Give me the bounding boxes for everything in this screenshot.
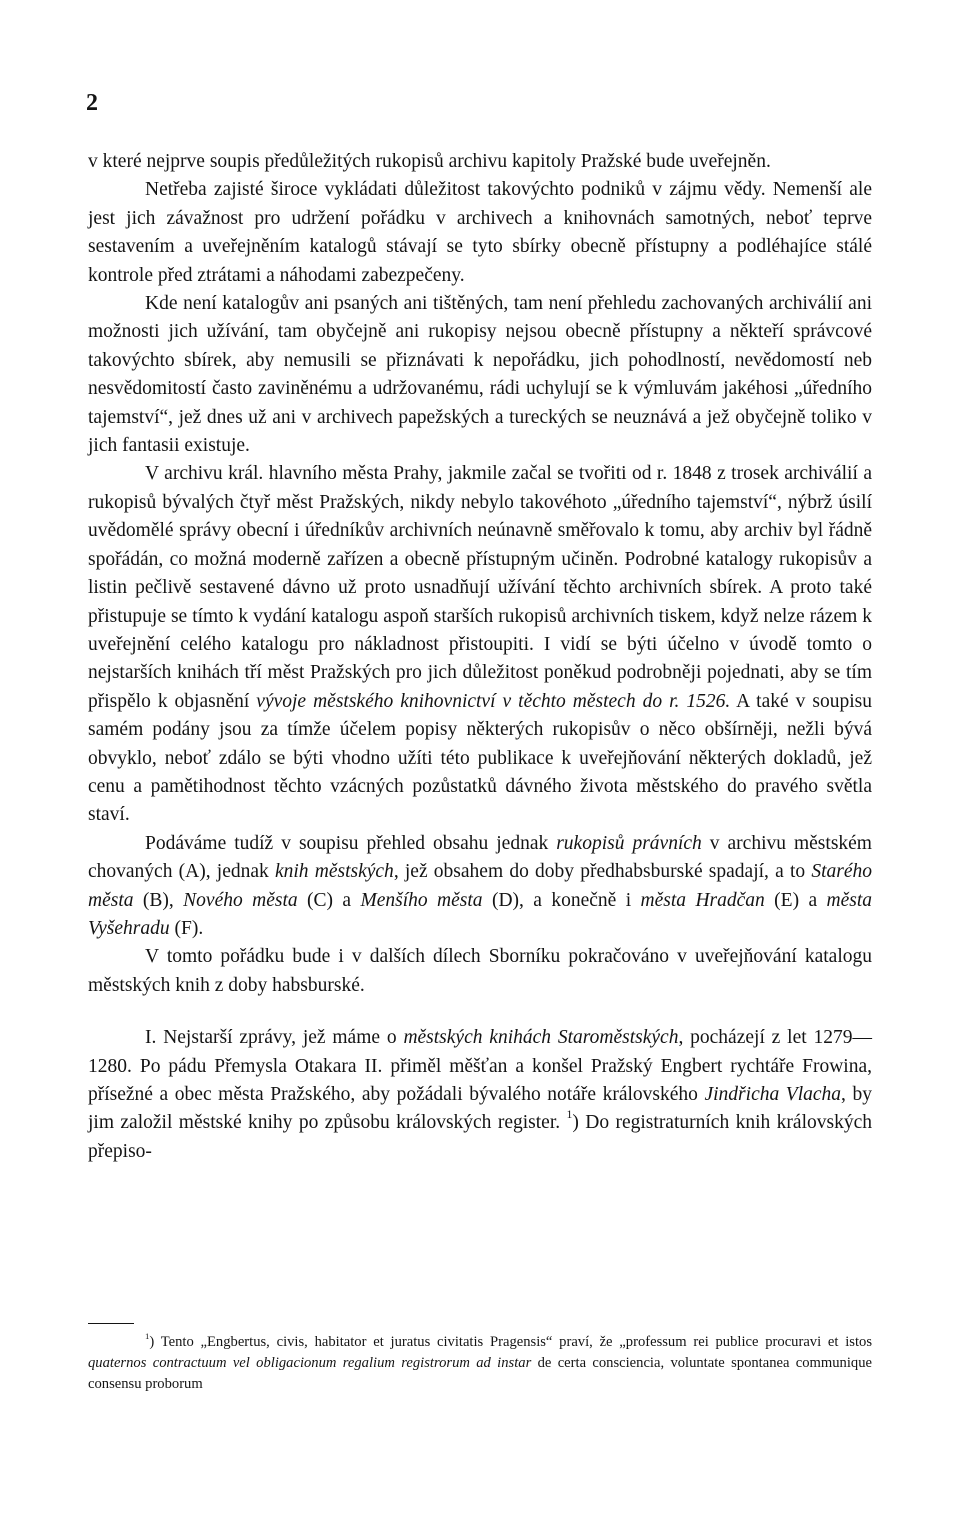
paragraph-5 <box>88 830 872 944</box>
footnotes <box>88 1332 872 1395</box>
paragraph-5-emphasis-4: Nového města <box>183 889 298 911</box>
footnote-ref: 1 <box>566 1108 573 1122</box>
paragraph-7-text-2: , pocházejí z let 1279—1280. Po pádu Přemysla Otakara II. přiměl měšťan a konšel Pražský Engbert rychtáře Frowina, přísežné a obec města Pražského, aby požádali bývalého notáře královského <box>88 1027 872 1105</box>
section-gap <box>88 1000 872 1024</box>
paragraph-6: V tomto pořádku bude i v dalších dílech Sborníku pokračováno v uveřejňování katalogu městských knih z doby habsburské. <box>88 946 872 996</box>
paragraph-4-text-b: A také v soupisu samém podány jsou za tímže účelem popisy některých rukopisův o něco obšírněji, nežli bývá obvyklo, neboť zdálo se býti vhodno užíti této publikace k uveřejňování některých dokladů, jež cenu a pamětihodnost těchto vzácných pozůstatků dávného života městského do pravého světla staví. <box>88 690 872 826</box>
page-number: 2 <box>86 90 98 116</box>
paragraph-5-emphasis-3: Starého města <box>88 861 872 911</box>
paragraph-7-emphasis-1: městských knihách Staroměstských <box>403 1027 679 1049</box>
footnote-text-2: de certa consciencia, voluntate spontanea communique consensu proborum <box>88 1355 872 1392</box>
paragraph-4-emphasis: vývoje městského knihovnictví v těchto městech do r. 1526. <box>256 690 731 712</box>
paragraph-7-emphasis-2: Jindřicha Vlacha <box>704 1084 842 1105</box>
paragraph-5-emphasis-5: Menšího města <box>360 889 483 911</box>
paragraph-5-text-4: (B), <box>133 889 184 911</box>
paragraph-7-text-3: , by jim založil městské knihy po způsobu královských register. <box>88 1084 873 1134</box>
footnote-1 <box>88 1332 872 1395</box>
paragraph-4-text-a: V archivu král. hlavního města Prahy, jakmile začal se tvořiti od r. 1848 z trosek archiválií a rukopisů bývalých čtyř měst Pražských, nikdy nebylo takovéhoto „úředního tajemství“, nýbrž úsilí uvědomělé správy obecní i úředníkův archivních neúnavně směřovalo k tomu, aby archiv byl řádně spořádán, co možná moderně zařízen a obecně přístupným učiněn. Podrobné katalogy rukopisův a listin pečlivě sestavené dávno už proto usnadňují užívání těchto archivních sbírek. A proto také přistupuje se tímto k vydání katalogu aspoň starších rukopisů archivních tiskem, když nelze rázem k uveřejnění celého katalogu pro nákladnost přistoupiti. I vidí se býti účelno v úvodě tomto o nejstarších knihách tří měst Pražských pro jich důležitost poněkud podrobněji pojednati, aby se tím přispělo k objasnění <box>88 463 872 712</box>
paragraph-3: Kde není katalogův ani psaných ani tištěných, tam není přehledu zachovaných archiválií ani možnosti jich užívání, tam obyčejně ani rukopisy nejsou obecně přístupny a někteří správcové takovýchto sbírek, aby nemusili se přiznávati k nepořádku, jich pohodlností, nevědomostí neb nesvědomitostí často zaviněnému a udržovanému, rádi uchylují se k výmluvám jakéhosi „úředního tajemství“, jež dnes už ani v archivech papežských a tureckých se neuznává a jež obyčejně toliko v jich fantasii existuje. <box>88 293 872 457</box>
paragraph-1: v které nejprve soupis předůležitých rukopisů archivu kapitoly Pražské bude uveřejněn. <box>88 151 771 172</box>
paragraph-5-emphasis-2: knih městských <box>274 861 394 883</box>
paragraph-7-text-4: ) Do registraturních knih královských přepiso- <box>88 1112 872 1162</box>
footnote-text-1: ) Tento „Engbertus, civis, habitator et juratus civitatis Pragensis“ praví, že „professum rei publice procuravi et istos <box>149 1334 872 1350</box>
paragraph-2: Netřeba zajisté široce vykládati důležitost takovýchto podniků v zájmu vědy. Nemenší ale jest jich závažnost pro udržení pořádku v archivech a knihovnách samotných, neboť teprve sestavením a uveřejněním katalogů stávají se tyto sbírky obecně přístupny a podléhajíce stálé kontrole před ztrátami a náhodami zabezpečeny. <box>88 179 872 286</box>
paragraph-7-text-1: I. Nejstarší zprávy, jež máme o <box>145 1027 404 1049</box>
main-text <box>88 148 872 1166</box>
paragraph-5-text-3: , jež obsahem do doby předhabsburské spadají, a to <box>393 861 812 883</box>
paragraph-5-text-7: (E) a <box>764 889 827 911</box>
paragraph-5-text-5: (C) a <box>297 889 361 911</box>
paragraph-5-text-2: v archivu městském chovaných (A), jednak <box>88 832 872 883</box>
footnote-emphasis: quaternos contractuum vel obligacionum regalium registrorum ad instar <box>88 1355 532 1371</box>
paragraph-5-emphasis-7: města Vyšehradu <box>88 889 873 939</box>
paragraph-5-text-1: Podáváme tudíž v soupisu přehled obsahu jednak <box>145 832 557 854</box>
paragraph-7 <box>88 1024 872 1166</box>
footnote-marker: 1 <box>145 1331 150 1341</box>
paragraph-5-text-6: (D), a konečně i <box>482 889 641 911</box>
footnote-divider <box>88 1323 134 1324</box>
paragraph-5-text-8: (F). <box>169 917 204 939</box>
paragraph-5-emphasis-6: města Hradčan <box>640 889 765 911</box>
paragraph-4 <box>88 460 872 829</box>
paragraph-5-emphasis-1: rukopisů právních <box>556 832 702 854</box>
